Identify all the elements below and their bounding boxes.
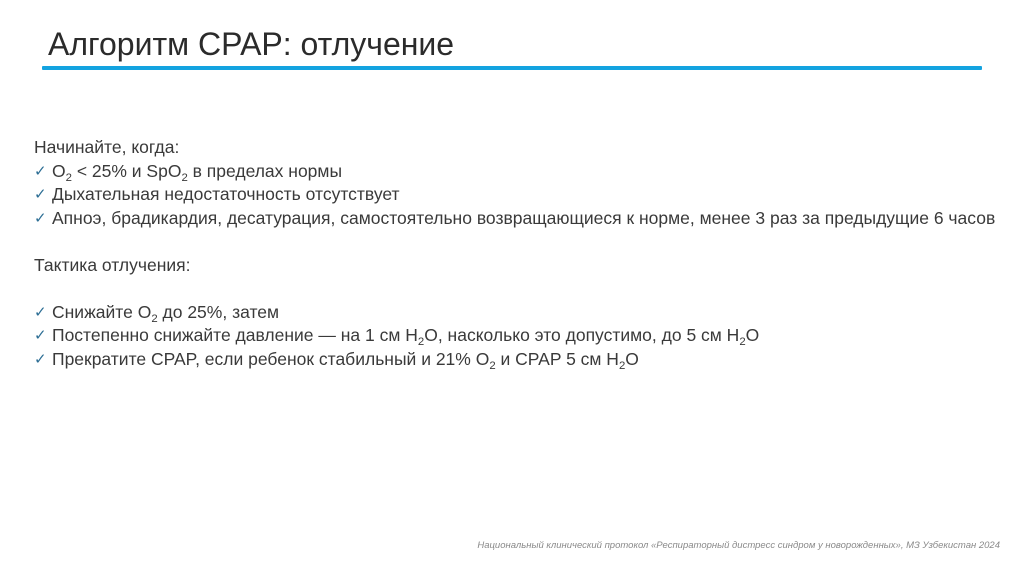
slide-content (34, 136, 1004, 371)
checkmark-icon: ✓ (34, 303, 47, 321)
checklist-item-text: Прекратите CPAP, если ребенок стабильный и 21% $O_2$ и CPAP 5 см $H_2O$ (52, 348, 639, 372)
checklist-item (34, 207, 1004, 231)
checklist-item (34, 183, 1004, 207)
section-gap (34, 230, 1004, 254)
checklist-item-text: Апноэ, брадикардия, десатурация, самостоятельно возвращающиеся к норме, менее 3 раз за предыдущие 6 часов (52, 207, 996, 228)
checkmark-icon: ✓ (34, 209, 47, 227)
checklist-item (34, 324, 1004, 348)
start-criteria-list (34, 160, 1004, 231)
checklist-item-text: Постепенно снижайте давление — на 1 см $H_2O$, насколько это допустимо, до 5 см $H_2O$ (52, 325, 760, 348)
checklist-item (34, 348, 1004, 372)
checklist-item-text: Дыхательная недостаточность отсутствует (52, 184, 400, 204)
checkmark-icon: ✓ (34, 186, 47, 203)
checklist-item (34, 160, 1004, 184)
checklist-item-text: $O_2 < 25\%$ и SpO$_2$ в пределах нормы (52, 160, 343, 184)
title-underline (42, 66, 982, 70)
heading-gap (34, 277, 1004, 301)
checkmark-icon: ✓ (34, 162, 47, 180)
checklist-item (34, 301, 1004, 325)
checklist-item-text: Снижайте $O_2$ до 25%, затем (52, 301, 280, 325)
checkmark-icon: ✓ (34, 350, 47, 368)
weaning-tactics-heading: Тактика отлучения: (34, 254, 191, 275)
footer-citation: Национальный клинический протокол «Респираторный дистресс синдром у новорожденных», МЗ Узбекистан 2024 (477, 540, 1000, 551)
checkmark-icon: ✓ (34, 327, 47, 344)
start-criteria-heading: Начинайте, когда: (34, 137, 180, 157)
weaning-tactics-list (34, 301, 1004, 372)
slide-title: Алгоритм CPAP: отлучение (48, 26, 455, 62)
